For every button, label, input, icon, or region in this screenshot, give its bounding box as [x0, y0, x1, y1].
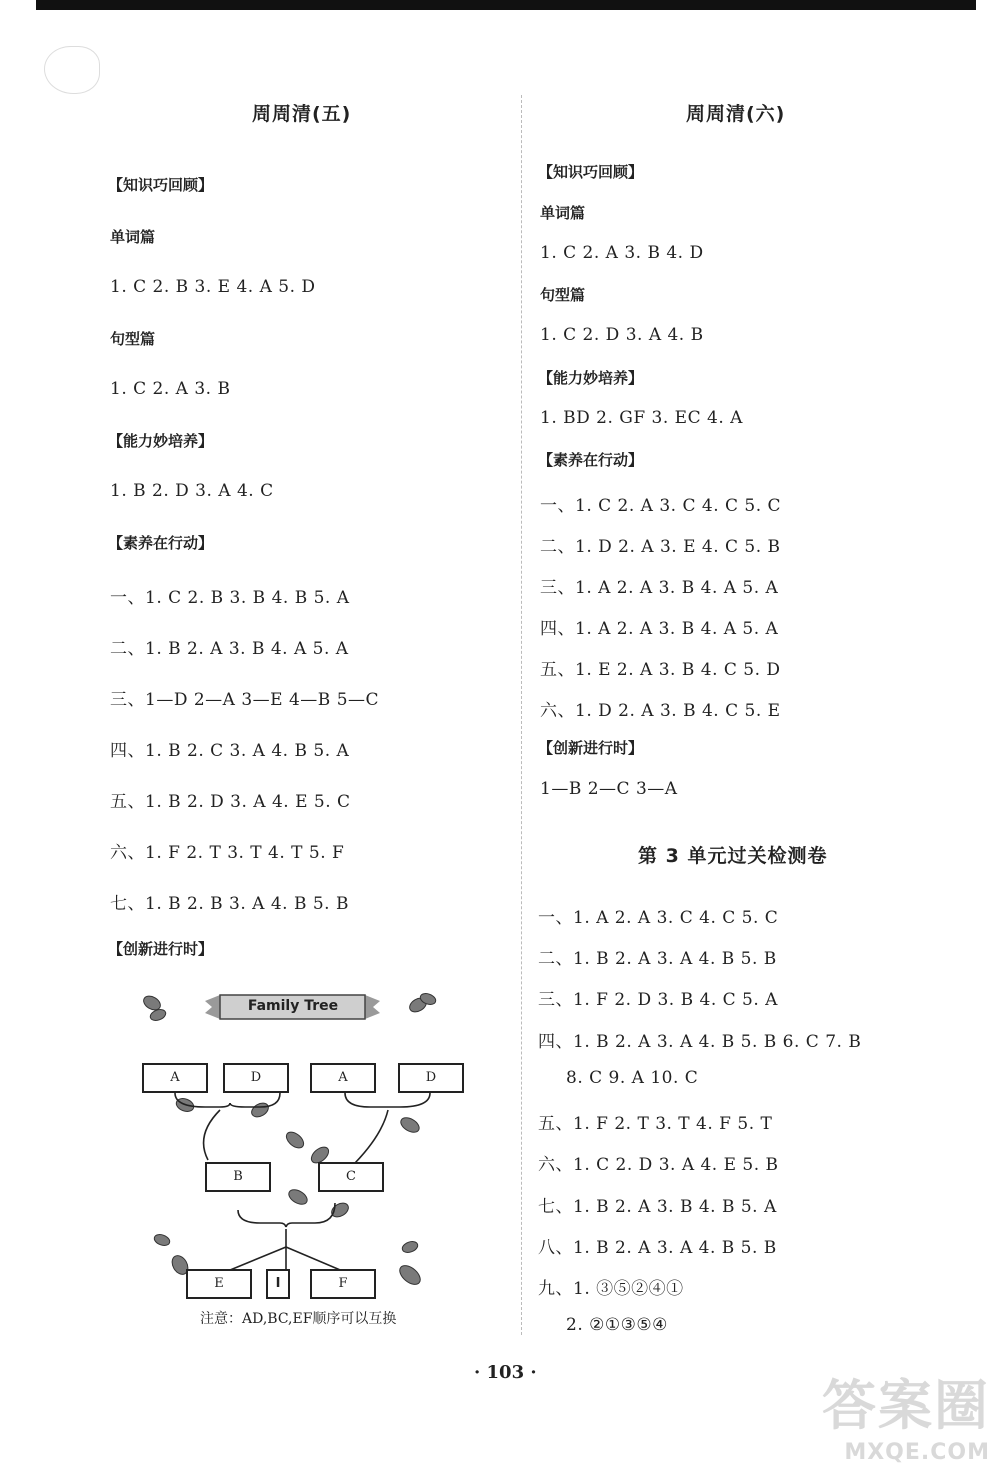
unit3-answer-row-4-cont: 8. C 9. A 10. C	[566, 1068, 699, 1088]
right-answer-row-6: 六、1. D 2. A 3. B 4. C 5. E	[540, 701, 781, 721]
right-head-ability: 【能力妙培养】	[538, 369, 644, 387]
tree-node-grandfather-a: A	[142, 1063, 208, 1093]
tree-node-grandfather2-a: A	[310, 1063, 376, 1093]
tree-node-mother-c: C	[318, 1162, 384, 1192]
right-answer-sentences: 1. C 2. D 3. A 4. B	[540, 325, 704, 345]
unit3-answer-row-2: 二、1. B 2. A 3. A 4. B 5. B	[538, 949, 777, 969]
left-answer-row-4: 四、1. B 2. C 3. A 4. B 5. A	[110, 741, 350, 761]
left-answer-row-2: 二、1. B 2. A 3. B 4. A 5. A	[110, 639, 349, 659]
unit3-answer-row-3: 三、1. F 2. D 3. B 4. C 5. A	[538, 990, 778, 1010]
scan-top-edge	[0, 0, 1000, 14]
left-head-innovation: 【创新进行时】	[108, 940, 214, 958]
leaf-decorations	[141, 992, 437, 1289]
left-answer-row-1: 一、1. C 2. B 3. B 4. B 5. A	[110, 588, 350, 608]
right-answer-words: 1. C 2. A 3. B 4. D	[540, 243, 704, 263]
left-title: 周周清(五)	[252, 103, 352, 125]
left-sub-sentences: 句型篇	[110, 330, 156, 348]
left-sub-words: 单词篇	[110, 228, 156, 246]
left-answer-sentences: 1. C 2. A 3. B	[110, 379, 231, 399]
tree-note: 注意：AD,BC,EF顺序可以互换	[200, 1311, 397, 1327]
family-tree-graphics	[120, 985, 480, 1305]
right-answer-innovation: 1—B 2—C 3—A	[540, 779, 678, 799]
tree-node-father-b: B	[205, 1162, 271, 1192]
left-answer-row-3: 三、1—D 2—A 3—E 4—B 5—C	[110, 690, 380, 710]
tree-node-grandmother-d: D	[223, 1063, 289, 1093]
right-head-innovation: 【创新进行时】	[538, 739, 644, 757]
left-answer-words: 1. C 2. B 3. E 4. A 5. D	[110, 277, 316, 297]
unit3-answer-row-5: 五、1. F 2. T 3. T 4. F 5. T	[538, 1114, 773, 1134]
left-answer-ability: 1. B 2. D 3. A 4. C	[110, 481, 274, 501]
family-tree-figure	[120, 985, 480, 1327]
scan-dark-strip	[36, 0, 976, 10]
tree-node-child-e: E	[186, 1269, 252, 1299]
right-answer-ability: 1. BD 2. GF 3. EC 4. A	[540, 408, 743, 428]
tree-node-child-f: F	[310, 1269, 376, 1299]
right-answer-row-3: 三、1. A 2. A 3. B 4. A 5. A	[540, 578, 779, 598]
publisher-stamp	[44, 46, 100, 94]
unit3-answer-row-9-cont: 2. ②①③⑤④	[566, 1315, 668, 1335]
watermark-url: MXQE.COM	[844, 1440, 990, 1465]
unit3-answer-row-7: 七、1. B 2. A 3. B 4. B 5. A	[538, 1197, 777, 1217]
right-head-literacy: 【素养在行动】	[538, 451, 644, 469]
watermark	[822, 1363, 990, 1465]
left-head-literacy: 【素养在行动】	[108, 534, 214, 552]
tree-node-me-i: I	[266, 1269, 290, 1299]
left-head-ability: 【能力妙培养】	[108, 432, 214, 450]
left-head-knowledge: 【知识巧回顾】	[108, 176, 214, 194]
right-answer-row-5: 五、1. E 2. A 3. B 4. C 5. D	[540, 660, 781, 680]
right-sub-words: 单词篇	[540, 204, 586, 222]
left-answer-row-5: 五、1. B 2. D 3. A 4. E 5. C	[110, 792, 351, 812]
right-answer-row-2: 二、1. D 2. A 3. E 4. C 5. B	[540, 537, 781, 557]
right-sub-sentences: 句型篇	[540, 286, 586, 304]
left-answer-row-7: 七、1. B 2. B 3. A 4. B 5. B	[110, 894, 349, 914]
right-answer-row-4: 四、1. A 2. A 3. B 4. A 5. A	[540, 619, 779, 639]
unit3-answer-row-6: 六、1. C 2. D 3. A 4. E 5. B	[538, 1155, 779, 1175]
right-title: 周周清(六)	[686, 103, 786, 125]
unit3-answer-row-4: 四、1. B 2. A 3. A 4. B 5. B 6. C 7. B	[538, 1032, 862, 1052]
column-divider	[521, 95, 522, 1335]
unit3-answer-row-9: 九、1. ③⑤②④①	[538, 1279, 684, 1299]
page-number: · 103 ·	[474, 1362, 537, 1383]
unit3-test-title: 第 3 单元过关检测卷	[638, 845, 828, 867]
right-answer-row-1: 一、1. C 2. A 3. C 4. C 5. C	[540, 496, 782, 516]
tree-node-grandmother2-d: D	[398, 1063, 464, 1093]
unit3-answer-row-8: 八、1. B 2. A 3. A 4. B 5. B	[538, 1238, 777, 1258]
left-answer-row-6: 六、1. F 2. T 3. T 4. T 5. F	[110, 843, 345, 863]
watermark-main: 答案圈	[822, 1374, 990, 1437]
right-head-knowledge: 【知识巧回顾】	[538, 163, 644, 181]
banner-title: Family Tree	[247, 998, 339, 1014]
unit3-answer-row-1: 一、1. A 2. A 3. C 4. C 5. C	[538, 908, 779, 928]
